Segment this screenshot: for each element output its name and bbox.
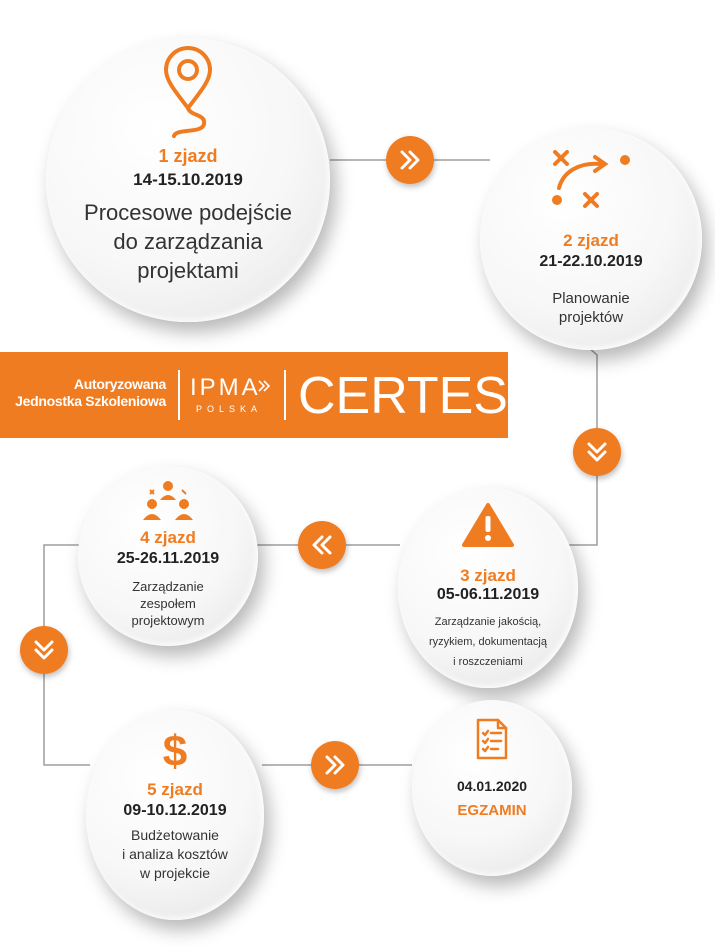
certes-banner (0, 352, 523, 438)
session-1-title: 1 zjazd (158, 146, 218, 166)
warning-triangle-icon (461, 502, 515, 548)
session-1-dates: 14-15.10.2019 (133, 170, 243, 189)
session-5-title: 5 zjazd (147, 780, 203, 799)
session-3-title: 3 zjazd (460, 566, 516, 585)
session-3-circle (398, 488, 578, 688)
arrow-badge-4 (20, 626, 68, 674)
session-5-circle (86, 710, 264, 920)
dollar-icon (160, 728, 190, 772)
session-1-description: Procesowe podejście do zarządzania projektami (84, 200, 292, 283)
session-2-dates: 21-22.10.2019 (539, 253, 643, 270)
session-2-title: 2 zjazd (563, 231, 619, 250)
double-chevron-down-icon (20, 626, 68, 674)
exam-circle (412, 700, 572, 876)
arrow-badge-3 (298, 521, 346, 569)
arrow-badge-1 (386, 136, 434, 184)
session-5-description: Budżetowanie i analiza kosztów w projekcie (122, 827, 228, 881)
ipma-logo-text: IPMA (190, 374, 261, 401)
session-4-dates: 25-26.11.2019 (116, 550, 220, 567)
checklist-document-icon (472, 718, 512, 762)
exam-label: EGZAMIN (457, 802, 527, 819)
session-2-description: Planowanie projektów (552, 290, 630, 326)
team-icon (140, 478, 196, 522)
double-chevron-right-icon (386, 136, 434, 184)
session-4-description: Zarządzanie zespołem projektowym (131, 579, 205, 628)
session-3-description: Zarządzanie jakością, ryzykiem, dokumentacją i roszczeniami (429, 616, 547, 668)
session-5-dates: 09-10.12.2019 (123, 802, 227, 819)
banner-separator-1 (178, 370, 180, 420)
session-3-dates: 05-06.11.2019 (436, 586, 540, 603)
double-chevron-right-icon (311, 741, 359, 789)
double-chevron-left-icon (298, 521, 346, 569)
arrow-badge-2 (573, 428, 621, 476)
exam-date: 04.01.2020 (456, 778, 528, 794)
strategy-plan-icon (549, 148, 633, 214)
svg-text:$: $ (162, 728, 188, 772)
ipma-chevron-icon (256, 378, 272, 394)
session-2-circle (480, 128, 702, 350)
banner-separator-2 (284, 370, 286, 420)
session-4-title: 4 zjazd (140, 528, 196, 547)
certes-logo-text: CERTES. (298, 367, 523, 425)
double-chevron-down-icon (573, 428, 621, 476)
arrow-badge-5 (311, 741, 359, 789)
session-4-circle (78, 466, 258, 646)
ipma-polska-text: POLSKA (196, 404, 263, 414)
location-pin-icon (156, 46, 220, 142)
session-1-circle (46, 38, 330, 322)
banner-authorized-text: Autoryzowana Jednostka Szkoleniowa (15, 376, 166, 409)
